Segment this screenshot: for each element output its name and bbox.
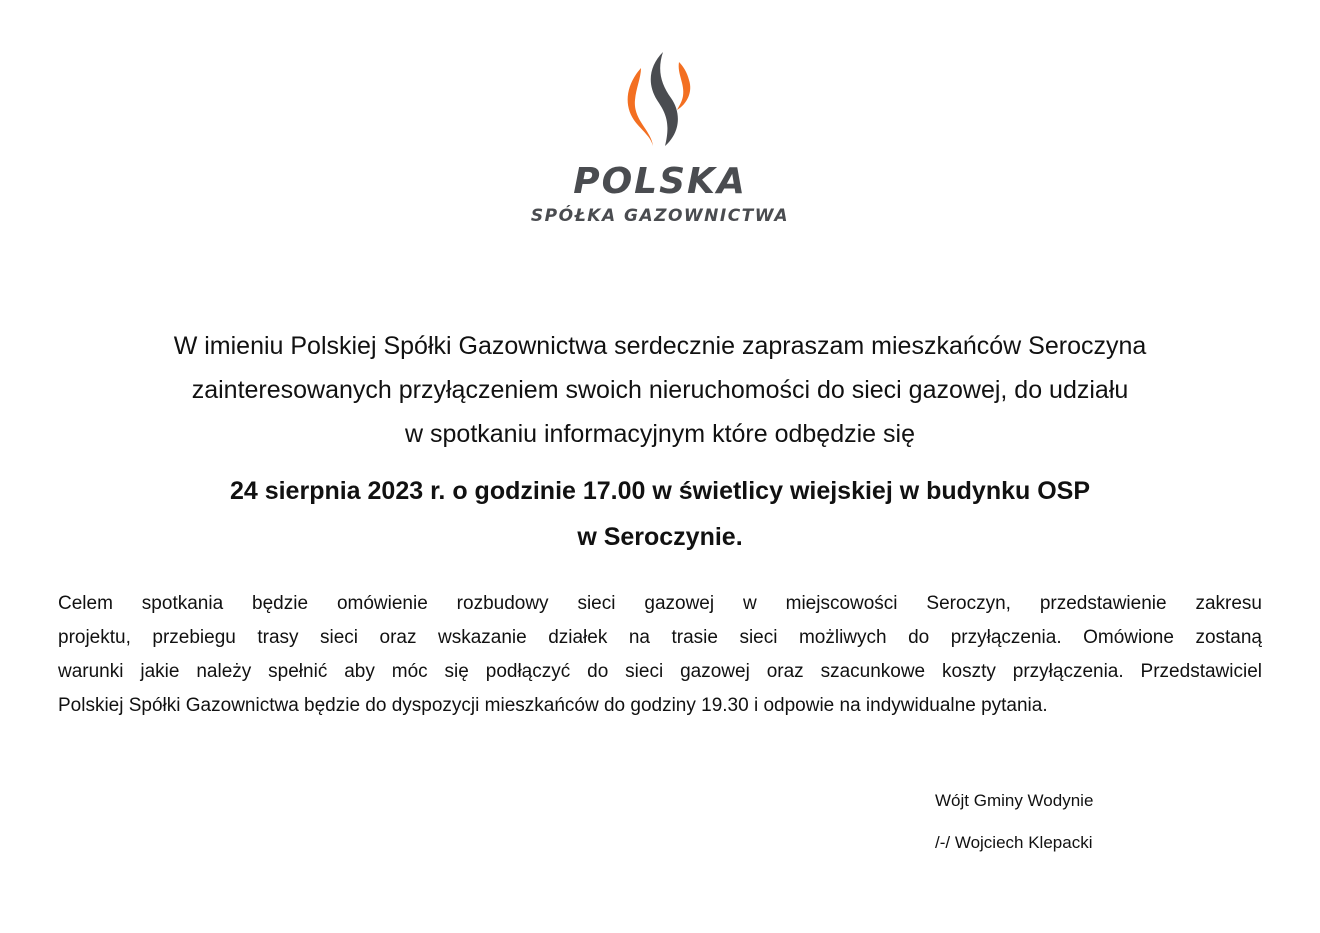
flame-left-orange	[628, 68, 653, 146]
event-line: w Seroczynie.	[577, 523, 743, 551]
flame-right-orange	[677, 62, 690, 110]
intro-line: w spotkaniu informacyjnym które odbędzie się	[405, 420, 915, 448]
meeting-description	[58, 587, 1262, 723]
event-details	[60, 468, 1260, 560]
logo-text-company: SPÓŁKA GAZOWNICTWA	[530, 206, 790, 226]
description-line: projektu, przebiegu trasy sieci oraz wskazanie działek na trasie sieci możliwych do przyłączenia. Omówione zostaną	[58, 627, 1262, 648]
logo-text-polska: POLSKA	[573, 161, 747, 202]
flame-icon	[615, 48, 705, 148]
description-line: warunki jakie należy spełnić aby móc się podłączyć do sieci gazowej oraz szacunkowe koszty przyłączenia. Przedstawiciel	[58, 661, 1262, 682]
description-line: Polskiej Spółki Gazownictwa będzie do dyspozycji mieszkańców do godziny 19.30 i odpowie na indywidualne pytania.	[58, 695, 1048, 716]
invitation-intro	[60, 324, 1260, 456]
company-logo	[0, 48, 1320, 228]
description-line: Celem spotkania będzie omówienie rozbudowy sieci gazowej w miejscowości Seroczyn, przedstawienie zakresu	[58, 593, 1262, 614]
intro-line: zainteresowanych przyłączeniem swoich nieruchomości do sieci gazowej, do udziału	[191, 376, 1129, 404]
flame-center-gray	[651, 52, 678, 146]
event-line: 24 sierpnia 2023 r. o godzinie 17.00 w świetlicy wiejskiej w budynku OSP	[229, 477, 1091, 505]
intro-line: W imieniu Polskiej Spółki Gazownictwa serdecznie zapraszam mieszkańców Seroczyna	[173, 332, 1147, 360]
signature-name: /-/ Wojciech Klepacki	[935, 833, 1093, 852]
signature-block	[935, 780, 1093, 864]
signature-title: Wójt Gminy Wodynie	[935, 791, 1094, 810]
